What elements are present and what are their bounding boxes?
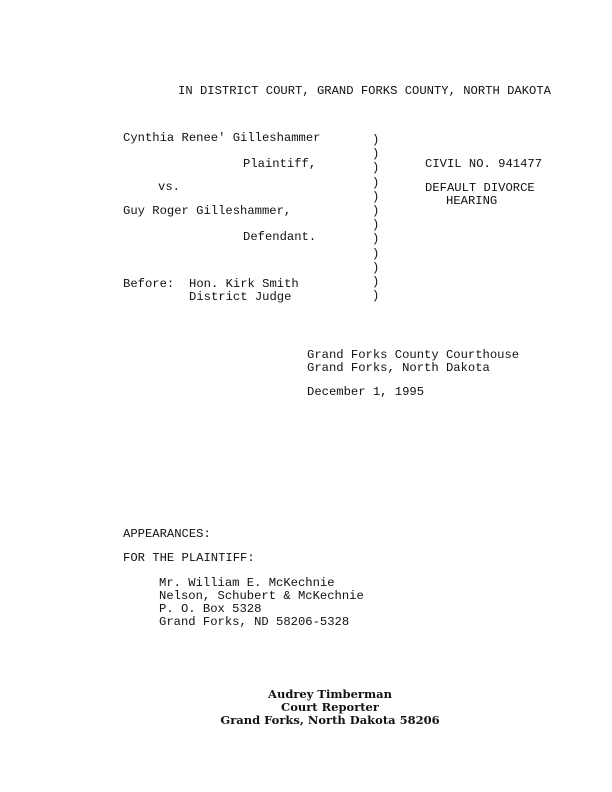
attorney-po-box: P. O. Box 5328 (159, 602, 262, 616)
caption-paren: ) (372, 189, 380, 204)
attorney-name: Mr. William E. McKechnie (159, 576, 335, 590)
defendant-label: Defendant. (243, 230, 317, 244)
caption-paren: ) (372, 175, 380, 190)
caption-divider (372, 133, 379, 303)
judge-name: Hon. Kirk Smith (189, 277, 299, 291)
reporter-title: Court Reporter (281, 700, 379, 714)
attorney-firm: Nelson, Schubert & McKechnie (159, 589, 364, 603)
caption-paren: ) (372, 161, 380, 176)
versus-label: vs. (158, 180, 180, 194)
judge-title: District Judge (189, 290, 292, 304)
caption-paren: ) (372, 246, 380, 261)
for-plaintiff-heading: FOR THE PLAINTIFF: (123, 551, 255, 565)
caption-paren: ) (372, 275, 380, 290)
caption-paren: ) (372, 289, 380, 304)
caption-paren: ) (372, 260, 380, 275)
hearing-date: December 1, 1995 (307, 385, 425, 399)
appearances-heading: APPEARANCES: (123, 527, 211, 541)
caption-paren: ) (372, 232, 380, 247)
caption-paren: ) (372, 133, 380, 147)
caption-paren: ) (372, 204, 380, 219)
defendant-name: Guy Roger Gilleshammer, (123, 204, 292, 218)
plaintiff-name: Cynthia Renee' Gilleshammer (123, 131, 321, 145)
civil-number: CIVIL NO. 941477 (425, 157, 543, 171)
reporter-city: Grand Forks, North Dakota 58206 (220, 713, 440, 727)
reporter-name: Audrey Timberman (268, 687, 392, 701)
hearing-type-cont: HEARING (446, 194, 498, 208)
caption-paren: ) (372, 147, 380, 162)
plaintiff-label: Plaintiff, (243, 157, 317, 171)
before-label: Before: (123, 277, 175, 291)
location-courthouse: Grand Forks County Courthouse (307, 348, 520, 362)
caption-paren: ) (372, 218, 380, 233)
hearing-type: DEFAULT DIVORCE (425, 181, 535, 195)
attorney-city: Grand Forks, ND 58206-5328 (159, 615, 350, 629)
court-heading: IN DISTRICT COURT, GRAND FORKS COUNTY, NORTH DAKOTA (178, 84, 551, 98)
location-city: Grand Forks, North Dakota (307, 361, 490, 375)
